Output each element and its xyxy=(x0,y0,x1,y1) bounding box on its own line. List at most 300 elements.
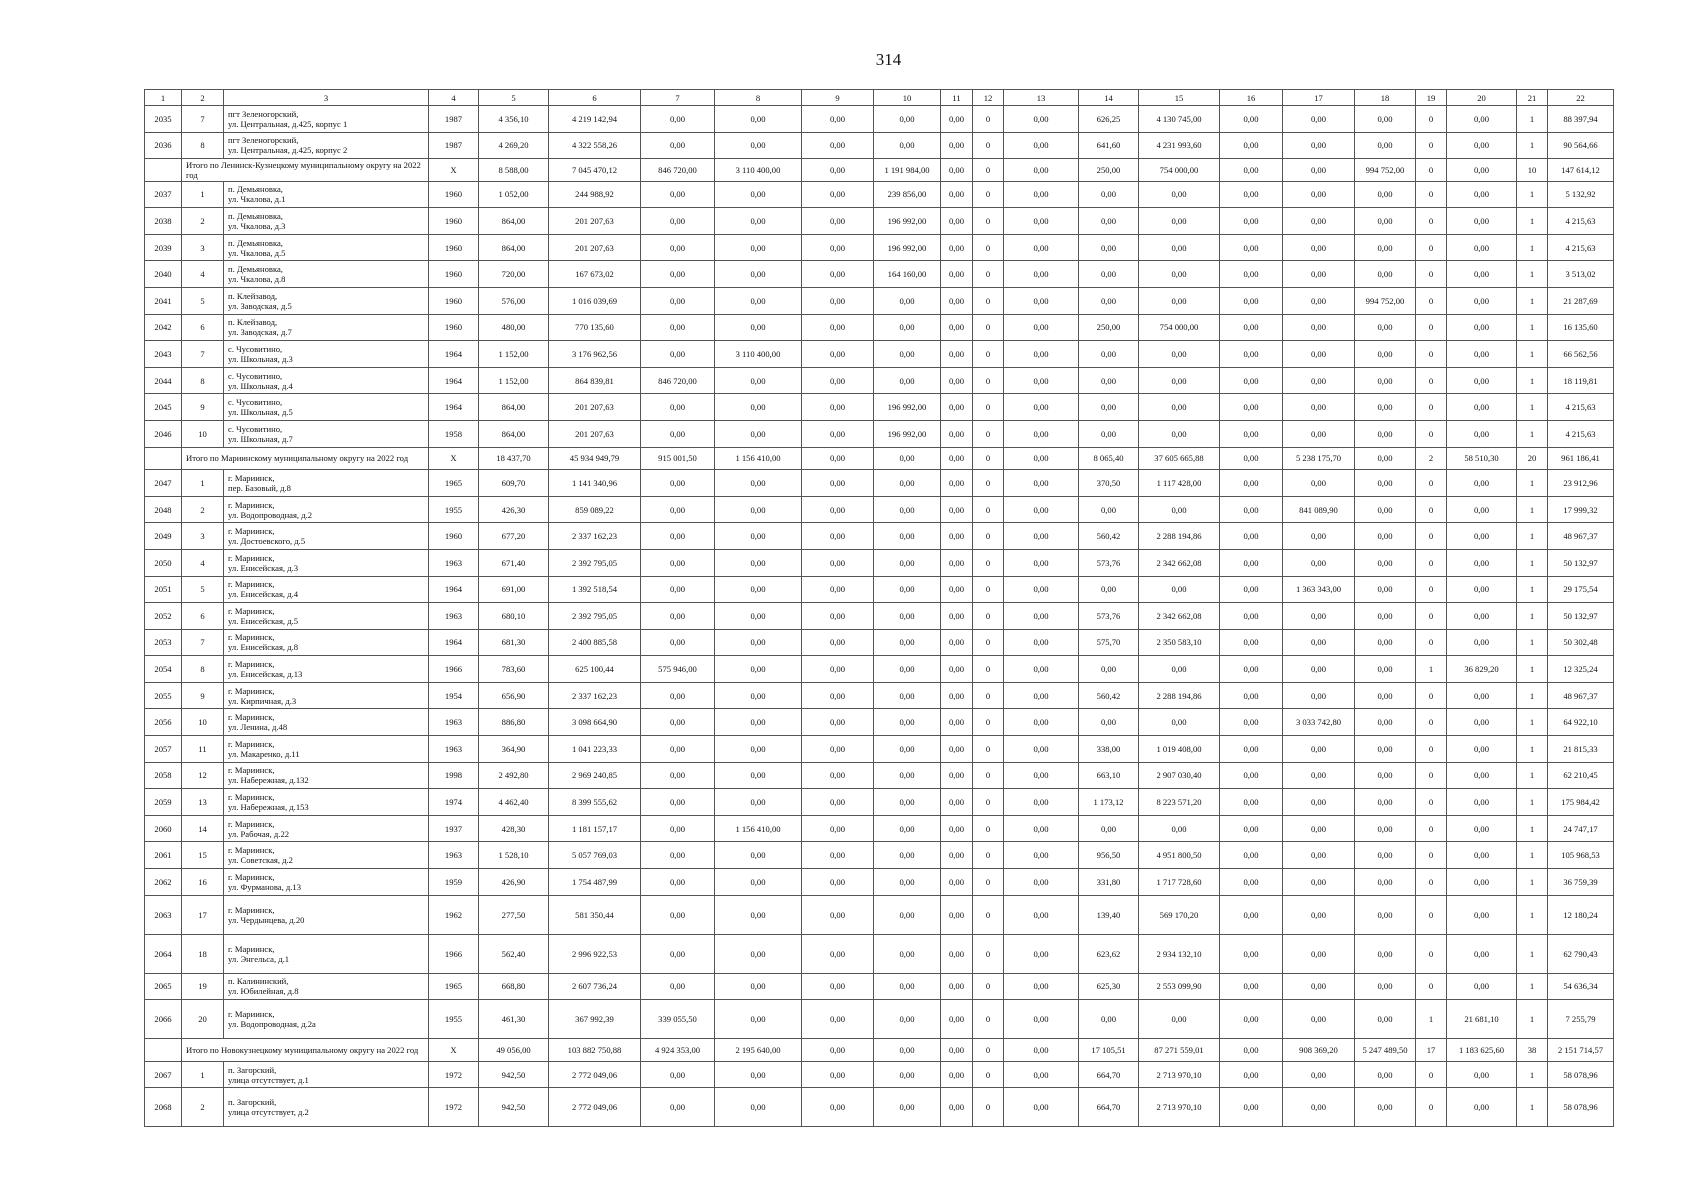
address-cell: пгт Зеленогорский, ул. Центральная, д.425, корпус 2 xyxy=(224,132,429,159)
table-cell: 2 969 240,85 xyxy=(549,762,641,789)
table-cell: 0,00 xyxy=(1004,842,1079,869)
table-cell: 2053 xyxy=(145,629,182,656)
table-cell: 1 xyxy=(1517,762,1548,789)
table-cell: 0,00 xyxy=(874,895,941,934)
column-number-cell: 16 xyxy=(1220,90,1283,106)
table-cell: 0 xyxy=(1416,421,1447,448)
table-cell: 0 xyxy=(973,842,1004,869)
table-cell: 0,00 xyxy=(874,1088,941,1127)
table-cell: 480,00 xyxy=(479,314,549,341)
table-cell: 3 110 400,00 xyxy=(715,341,802,368)
table-cell: 0,00 xyxy=(641,523,715,550)
column-number-cell: 21 xyxy=(1517,90,1548,106)
table-cell: 0,00 xyxy=(715,1061,802,1088)
table-cell: 0,00 xyxy=(1355,394,1416,421)
table-row xyxy=(145,470,1614,497)
table-cell: 1954 xyxy=(429,682,479,709)
table-cell: 0 xyxy=(973,132,1004,159)
table-cell: 0 xyxy=(1416,629,1447,656)
table-cell: 663,10 xyxy=(1079,762,1139,789)
subtotal-cell: 7 045 470,12 xyxy=(549,159,641,182)
subtotal-label: Итого по Мариинскому муниципальному округу на 2022 год xyxy=(182,447,429,470)
table-cell: 0,00 xyxy=(941,815,973,842)
column-number-cell: 7 xyxy=(641,90,715,106)
table-cell: 0,00 xyxy=(1447,1088,1517,1127)
table-cell: 0,00 xyxy=(1220,208,1283,235)
table-cell: 0,00 xyxy=(1447,789,1517,816)
table-cell: 2059 xyxy=(145,789,182,816)
table-cell: 0,00 xyxy=(1220,288,1283,315)
subtotal-cell: 754 000,00 xyxy=(1139,159,1220,182)
housing-program-table xyxy=(144,89,1614,1127)
subtotal-cell: 0,00 xyxy=(802,159,874,182)
table-cell: 0,00 xyxy=(1004,1088,1079,1127)
subtotal-cell: 0,00 xyxy=(941,1039,973,1062)
table-cell: 1 052,00 xyxy=(479,181,549,208)
table-cell: 2 392 795,05 xyxy=(549,603,641,630)
table-cell: 0,00 xyxy=(874,629,941,656)
table-cell: 0,00 xyxy=(1220,656,1283,683)
table-cell: 2038 xyxy=(145,208,182,235)
table-cell: 1964 xyxy=(429,629,479,656)
table-cell: 0,00 xyxy=(1004,367,1079,394)
table-cell: 2065 xyxy=(145,973,182,1000)
table-cell: 1960 xyxy=(429,261,479,288)
column-number-cell: 6 xyxy=(549,90,641,106)
table-cell: 0,00 xyxy=(802,421,874,448)
address-cell: г. Мариинск, ул. Водопроводная, д.2 xyxy=(224,496,429,523)
table-cell: 0,00 xyxy=(941,288,973,315)
table-cell: 0 xyxy=(1416,341,1447,368)
table-cell: 1 xyxy=(1517,341,1548,368)
subtotal-cell: 994 752,00 xyxy=(1355,159,1416,182)
table-cell: 21 287,69 xyxy=(1548,288,1614,315)
table-cell: 36 829,20 xyxy=(1447,656,1517,683)
table-cell: 0,00 xyxy=(1283,789,1355,816)
table-cell: 0,00 xyxy=(1004,895,1079,934)
table-row xyxy=(145,181,1614,208)
table-cell: 4 231 993,60 xyxy=(1139,132,1220,159)
table-cell: 12 xyxy=(182,762,224,789)
table-cell: 0 xyxy=(1416,603,1447,630)
column-number-cell: 17 xyxy=(1283,90,1355,106)
table-cell: 0,00 xyxy=(874,367,941,394)
table-cell: 250,00 xyxy=(1079,314,1139,341)
table-cell: 1972 xyxy=(429,1061,479,1088)
table-cell: 1 016 039,69 xyxy=(549,288,641,315)
table-cell: 942,50 xyxy=(479,1088,549,1127)
table-cell: 1963 xyxy=(429,736,479,763)
table-cell: 1 156 410,00 xyxy=(715,815,802,842)
table-cell: 1966 xyxy=(429,934,479,973)
table-cell: 754 000,00 xyxy=(1139,314,1220,341)
subtotal-cell: 0 xyxy=(973,447,1004,470)
table-cell: 1987 xyxy=(429,132,479,159)
table-cell: 1 xyxy=(1517,132,1548,159)
table-cell: 0,00 xyxy=(1004,341,1079,368)
table-cell: 0,00 xyxy=(802,682,874,709)
table-cell: 0,00 xyxy=(1355,973,1416,1000)
subtotal-cell: 0,00 xyxy=(1220,447,1283,470)
subtotal-cell: 1 191 984,00 xyxy=(874,159,941,182)
table-cell: 2068 xyxy=(145,1088,182,1127)
table-cell: 0,00 xyxy=(1355,762,1416,789)
table-cell: 1 xyxy=(182,470,224,497)
table-cell: 1 363 343,00 xyxy=(1283,576,1355,603)
table-cell: 0,00 xyxy=(1283,762,1355,789)
table-row xyxy=(145,895,1614,934)
subtotal-cell: 87 271 559,01 xyxy=(1139,1039,1220,1062)
table-cell: 0,00 xyxy=(1355,181,1416,208)
table-cell: 0,00 xyxy=(641,709,715,736)
table-cell: 1 xyxy=(1517,288,1548,315)
column-number-cell: 13 xyxy=(1004,90,1079,106)
address-cell: г. Мариинск, ул. Достоевского, д.5 xyxy=(224,523,429,550)
table-cell: 0,00 xyxy=(1220,132,1283,159)
table-cell: 0,00 xyxy=(1139,234,1220,261)
table-cell: 0,00 xyxy=(941,394,973,421)
table-cell: 0,00 xyxy=(1355,789,1416,816)
address-cell: г. Мариинск, ул. Энгельса, д.1 xyxy=(224,934,429,973)
table-cell: 3 033 742,80 xyxy=(1283,709,1355,736)
table-cell: 0 xyxy=(1416,496,1447,523)
table-row xyxy=(145,261,1614,288)
table-cell: 0,00 xyxy=(1355,314,1416,341)
table-cell: 5 xyxy=(182,576,224,603)
table-cell: 4 215,63 xyxy=(1548,421,1614,448)
table-row xyxy=(145,973,1614,1000)
table-cell: 1 117 428,00 xyxy=(1139,470,1220,497)
subtotal-cell: 0 xyxy=(1416,159,1447,182)
table-cell: 1 xyxy=(1517,470,1548,497)
table-cell: 0,00 xyxy=(1220,934,1283,973)
table-cell: 0,00 xyxy=(802,1088,874,1127)
table-cell: 1965 xyxy=(429,470,479,497)
table-cell: 0,00 xyxy=(941,314,973,341)
table-cell: 0,00 xyxy=(641,895,715,934)
table-cell: 8 xyxy=(182,656,224,683)
table-cell: 1958 xyxy=(429,421,479,448)
table-cell: 0,00 xyxy=(802,523,874,550)
table-cell: 0,00 xyxy=(1220,314,1283,341)
table-cell: 0,00 xyxy=(1004,181,1079,208)
table-cell: 8 xyxy=(182,132,224,159)
table-cell: 0,00 xyxy=(1139,709,1220,736)
table-cell: 2046 xyxy=(145,421,182,448)
table-cell: 0 xyxy=(1416,895,1447,934)
table-cell: 0 xyxy=(973,181,1004,208)
table-cell: 0,00 xyxy=(1283,656,1355,683)
subtotal-cell: 103 882 750,88 xyxy=(549,1039,641,1062)
table-cell: 1 xyxy=(1517,106,1548,133)
table-cell: 0,00 xyxy=(641,314,715,341)
table-cell: 0,00 xyxy=(941,869,973,896)
table-cell: 1964 xyxy=(429,367,479,394)
table-cell: 0,00 xyxy=(941,208,973,235)
table-cell: 0 xyxy=(1416,736,1447,763)
table-cell: 2 907 030,40 xyxy=(1139,762,1220,789)
subtotal-cell: 0,00 xyxy=(941,447,973,470)
table-cell: 0,00 xyxy=(1220,421,1283,448)
table-cell: 0 xyxy=(973,736,1004,763)
address-cell: г. Мариинск, ул. Рабочая, д.22 xyxy=(224,815,429,842)
table-cell: 864,00 xyxy=(479,421,549,448)
table-cell: 0,00 xyxy=(1004,132,1079,159)
table-cell: 0,00 xyxy=(1283,815,1355,842)
table-cell: 175 984,42 xyxy=(1548,789,1614,816)
table-cell: 0,00 xyxy=(1447,470,1517,497)
address-cell: г. Мариинск, ул. Енисейская, д.4 xyxy=(224,576,429,603)
subtotal-cell: 915 001,50 xyxy=(641,447,715,470)
address-cell: г. Мариинск, ул. Чердынцева, д.20 xyxy=(224,895,429,934)
table-cell: 0,00 xyxy=(874,132,941,159)
table-cell: 0,00 xyxy=(802,549,874,576)
table-cell: 0,00 xyxy=(715,603,802,630)
table-cell: 2 xyxy=(182,1088,224,1127)
subtotal-cell: 0,00 xyxy=(941,159,973,182)
table-cell: 0,00 xyxy=(641,132,715,159)
table-cell: 16 xyxy=(182,869,224,896)
table-cell: 0,00 xyxy=(874,656,941,683)
table-cell: 0,00 xyxy=(802,934,874,973)
address-cell: пгт Зеленогорский, ул. Центральная, д.425, корпус 1 xyxy=(224,106,429,133)
table-cell: 0 xyxy=(973,208,1004,235)
table-cell: 0,00 xyxy=(1355,549,1416,576)
table-cell: 0,00 xyxy=(1447,869,1517,896)
table-cell: 0,00 xyxy=(1079,181,1139,208)
table-cell: 0,00 xyxy=(1447,106,1517,133)
table-cell: 859 089,22 xyxy=(549,496,641,523)
table-cell: 0,00 xyxy=(715,208,802,235)
table-cell: 0,00 xyxy=(802,895,874,934)
table-cell: 8 xyxy=(182,367,224,394)
table-cell: 0,00 xyxy=(1220,789,1283,816)
table-cell: 1 152,00 xyxy=(479,367,549,394)
table-cell: 4 219 142,94 xyxy=(549,106,641,133)
subtotal-cell: X xyxy=(429,447,479,470)
table-cell: 575,70 xyxy=(1079,629,1139,656)
table-cell: 0,00 xyxy=(1283,288,1355,315)
table-cell: 0,00 xyxy=(1004,736,1079,763)
subtotal-cell: 2 151 714,57 xyxy=(1548,1039,1614,1062)
table-cell: 0,00 xyxy=(1355,603,1416,630)
table-cell: 0,00 xyxy=(802,842,874,869)
table-cell: 0,00 xyxy=(1220,603,1283,630)
table-cell: 0,00 xyxy=(1283,261,1355,288)
table-cell: 0,00 xyxy=(1079,208,1139,235)
table-cell: 0 xyxy=(1416,523,1447,550)
table-cell: 680,10 xyxy=(479,603,549,630)
table-cell: 0,00 xyxy=(1220,576,1283,603)
table-cell: 0,00 xyxy=(802,1061,874,1088)
table-body xyxy=(145,90,1614,1127)
table-cell: 14 xyxy=(182,815,224,842)
table-cell: 0,00 xyxy=(1220,394,1283,421)
table-cell: 0,00 xyxy=(1079,261,1139,288)
table-cell: 1 xyxy=(1517,523,1548,550)
subtotal-cell: 5 238 175,70 xyxy=(1283,447,1355,470)
table-cell: 0,00 xyxy=(1283,470,1355,497)
address-cell: п. Калининский, ул. Юбилейная, д.8 xyxy=(224,973,429,1000)
table-cell: 1 xyxy=(1517,934,1548,973)
table-cell: 0 xyxy=(1416,314,1447,341)
table-cell: 664,70 xyxy=(1079,1088,1139,1127)
table-cell: 1998 xyxy=(429,762,479,789)
table-cell: 0,00 xyxy=(1139,288,1220,315)
table-cell: 0,00 xyxy=(802,288,874,315)
table-cell: 2062 xyxy=(145,869,182,896)
table-row xyxy=(145,629,1614,656)
table-cell: 0,00 xyxy=(1447,367,1517,394)
table-cell: 105 968,53 xyxy=(1548,842,1614,869)
table-cell: 1 181 157,17 xyxy=(549,815,641,842)
table-cell: 0,00 xyxy=(1283,341,1355,368)
table-cell: 1 019 408,00 xyxy=(1139,736,1220,763)
address-cell: г. Мариинск, ул. Макаренко, д.11 xyxy=(224,736,429,763)
table-cell: 0,00 xyxy=(715,736,802,763)
table-cell: 0,00 xyxy=(941,656,973,683)
column-number-cell: 9 xyxy=(802,90,874,106)
table-cell: 3 xyxy=(182,523,224,550)
table-cell: 426,90 xyxy=(479,869,549,896)
table-cell: 426,30 xyxy=(479,496,549,523)
table-cell: 2057 xyxy=(145,736,182,763)
table-cell: 0,00 xyxy=(941,341,973,368)
table-cell: 2042 xyxy=(145,314,182,341)
table-cell: 0,00 xyxy=(941,261,973,288)
address-cell: г. Мариинск, ул. Кирпичная, д.3 xyxy=(224,682,429,709)
table-cell: 2061 xyxy=(145,842,182,869)
table-cell: 0,00 xyxy=(874,934,941,973)
table-cell: 1955 xyxy=(429,1000,479,1039)
table-cell: 4 322 558,26 xyxy=(549,132,641,159)
table-cell: 0,00 xyxy=(941,1000,973,1039)
table-row xyxy=(145,341,1614,368)
table-cell: 0,00 xyxy=(1355,261,1416,288)
table-cell: 0,00 xyxy=(715,762,802,789)
table-row xyxy=(145,234,1614,261)
table-cell: 0,00 xyxy=(1447,314,1517,341)
table-cell: 0,00 xyxy=(1079,576,1139,603)
table-cell: 7 xyxy=(182,341,224,368)
table-cell: 64 922,10 xyxy=(1548,709,1614,736)
table-cell: 2048 xyxy=(145,496,182,523)
subtotal-cell: 2 195 640,00 xyxy=(715,1039,802,1062)
table-cell: 0,00 xyxy=(1355,106,1416,133)
table-cell: 664,70 xyxy=(1079,1061,1139,1088)
table-cell: 0,00 xyxy=(1139,421,1220,448)
table-cell: 0,00 xyxy=(1079,367,1139,394)
table-row xyxy=(145,132,1614,159)
table-cell: 1963 xyxy=(429,709,479,736)
subtotal-cell: 0,00 xyxy=(874,447,941,470)
table-cell: 0,00 xyxy=(1139,496,1220,523)
table-cell: 2049 xyxy=(145,523,182,550)
table-cell: 2 288 194,86 xyxy=(1139,682,1220,709)
table-cell: 0,00 xyxy=(1447,736,1517,763)
table-cell: 1966 xyxy=(429,656,479,683)
table-cell: 625 100,44 xyxy=(549,656,641,683)
address-cell: с. Чусовитино, ул. Школьная, д.7 xyxy=(224,421,429,448)
table-cell: 0,00 xyxy=(802,1000,874,1039)
table-cell: 5 057 769,03 xyxy=(549,842,641,869)
table-cell: 2 342 662,08 xyxy=(1139,549,1220,576)
table-cell: 0 xyxy=(973,682,1004,709)
table-cell: 0,00 xyxy=(1220,869,1283,896)
table-cell: 2047 xyxy=(145,470,182,497)
table-cell: 0,00 xyxy=(1004,1000,1079,1039)
table-cell: 0,00 xyxy=(941,421,973,448)
table-cell: 17 999,32 xyxy=(1548,496,1614,523)
table-cell: 0,00 xyxy=(1283,1061,1355,1088)
address-cell: г. Мариинск, ул. Советская, д.2 xyxy=(224,842,429,869)
table-cell: 18 119,81 xyxy=(1548,367,1614,394)
table-cell: 0 xyxy=(1416,208,1447,235)
address-cell: п. Демьяновка, ул. Чкалова, д.3 xyxy=(224,208,429,235)
table-cell: 0,00 xyxy=(1079,1000,1139,1039)
table-cell: 0,00 xyxy=(641,261,715,288)
table-row xyxy=(145,682,1614,709)
table-cell: 0,00 xyxy=(715,367,802,394)
table-cell: 2 392 795,05 xyxy=(549,549,641,576)
table-cell: 9 xyxy=(182,394,224,421)
table-cell: 0,00 xyxy=(802,973,874,1000)
table-cell: 0,00 xyxy=(1283,523,1355,550)
table-cell: 4 130 745,00 xyxy=(1139,106,1220,133)
table-cell: 0,00 xyxy=(1139,208,1220,235)
table-cell: 0,00 xyxy=(641,549,715,576)
table-cell: 0,00 xyxy=(802,576,874,603)
table-cell: 5 132,92 xyxy=(1548,181,1614,208)
table-cell: 0 xyxy=(973,789,1004,816)
table-cell: 0,00 xyxy=(1283,314,1355,341)
table-cell: 0,00 xyxy=(1355,895,1416,934)
table-cell: 0,00 xyxy=(1447,208,1517,235)
table-cell: 0,00 xyxy=(1355,682,1416,709)
table-cell: 0 xyxy=(973,709,1004,736)
table-cell: 2056 xyxy=(145,709,182,736)
address-cell: г. Мариинск, ул. Набережная, д.153 xyxy=(224,789,429,816)
table-cell: 0,00 xyxy=(1220,523,1283,550)
table-cell: 671,40 xyxy=(479,549,549,576)
table-cell: 1965 xyxy=(429,973,479,1000)
subtotal-cell: 0 xyxy=(973,159,1004,182)
subtotal-cell: 2 xyxy=(1416,447,1447,470)
table-cell: 0,00 xyxy=(941,934,973,973)
table-cell: 15 xyxy=(182,842,224,869)
column-number-cell: 2 xyxy=(182,90,224,106)
table-row xyxy=(145,656,1614,683)
table-cell: 2 492,80 xyxy=(479,762,549,789)
table-cell: 0,00 xyxy=(715,1088,802,1127)
table-cell: 4 269,20 xyxy=(479,132,549,159)
table-cell: 167 673,02 xyxy=(549,261,641,288)
table-cell: 0,00 xyxy=(1004,496,1079,523)
table-cell: 367 992,39 xyxy=(549,1000,641,1039)
table-cell: 1960 xyxy=(429,208,479,235)
table-cell: 0,00 xyxy=(874,682,941,709)
table-cell: 48 967,37 xyxy=(1548,523,1614,550)
table-cell: 0,00 xyxy=(1004,470,1079,497)
table-cell: 0 xyxy=(973,261,1004,288)
table-cell: 623,62 xyxy=(1079,934,1139,973)
subtotal-row xyxy=(145,447,1614,470)
address-cell: г. Мариинск, ул. Набережная, д.132 xyxy=(224,762,429,789)
table-cell: 6 xyxy=(182,603,224,630)
table-row xyxy=(145,815,1614,842)
table-cell: 2 772 049,06 xyxy=(549,1061,641,1088)
table-cell: 0,00 xyxy=(1447,682,1517,709)
